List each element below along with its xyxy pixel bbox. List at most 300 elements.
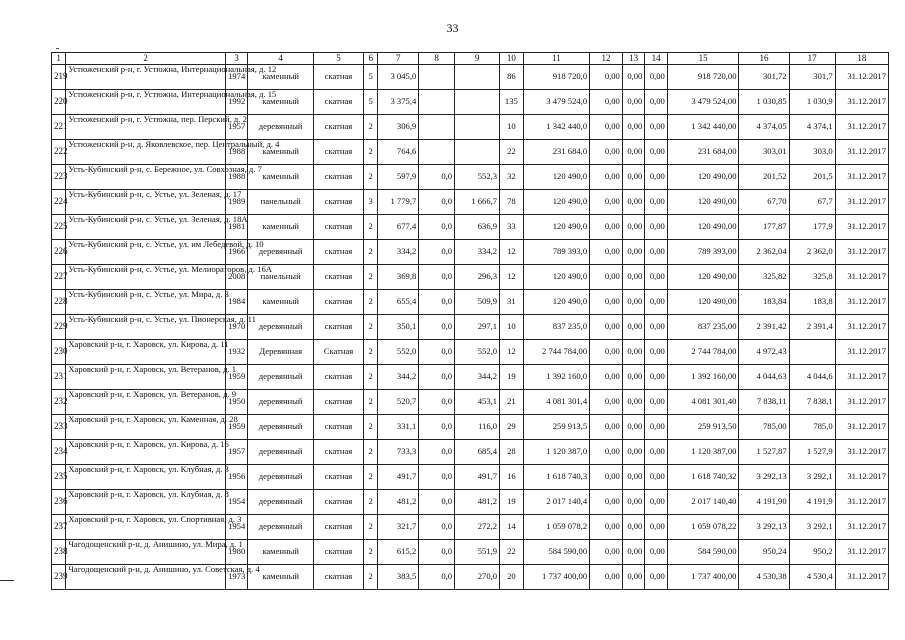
cell-col-13: 0,00 bbox=[622, 415, 645, 440]
cell-cost: 1 059 078,2 bbox=[523, 515, 590, 540]
cell-row-number: 228 bbox=[52, 290, 66, 315]
cell-cost-per-m2: 183,84 bbox=[739, 290, 789, 315]
cell-deadline: 31.12.2017 bbox=[835, 290, 888, 315]
cell-wall-material: деревянный bbox=[248, 515, 313, 540]
cell-cost-per-m2-rounded: 303,0 bbox=[789, 140, 835, 165]
cell-area-9: 344,2 bbox=[455, 365, 500, 390]
cell-total-cost: 1 120 387,00 bbox=[667, 440, 739, 465]
cell-wall-material: каменный bbox=[248, 140, 313, 165]
cell-col-13: 0,00 bbox=[622, 215, 645, 240]
cell-col-12: 0,00 bbox=[590, 340, 623, 365]
cell-area-8: 0,0 bbox=[419, 515, 455, 540]
cell-wall-material: деревянный bbox=[248, 415, 313, 440]
cell-deadline: 31.12.2017 bbox=[835, 565, 888, 590]
cell-residents: 12 bbox=[500, 340, 524, 365]
cell-cost-per-m2: 4 191,90 bbox=[739, 490, 789, 515]
table-row bbox=[52, 490, 889, 515]
cell-residents: 20 bbox=[500, 565, 524, 590]
cell-total-area: 764,6 bbox=[378, 140, 419, 165]
cell-total-area: 552,0 bbox=[378, 340, 419, 365]
cell-cost: 120 490,0 bbox=[523, 215, 590, 240]
cell-deadline: 31.12.2017 bbox=[835, 240, 888, 265]
cell-col-13: 0,00 bbox=[622, 515, 645, 540]
cell-cost: 1 120 387,0 bbox=[523, 440, 590, 465]
cell-residents: 19 bbox=[500, 365, 524, 390]
cell-roof-type: скатная bbox=[313, 440, 363, 465]
table-row bbox=[52, 265, 889, 290]
cell-roof-type: скатная bbox=[313, 265, 363, 290]
cell-col-13: 0,00 bbox=[622, 565, 645, 590]
cell-total-cost: 918 720,00 bbox=[667, 65, 739, 90]
cell-total-area: 369,8 bbox=[378, 265, 419, 290]
cell-cost: 120 490,0 bbox=[523, 290, 590, 315]
cell-total-cost: 2 017 140,40 bbox=[667, 490, 739, 515]
cell-cost-per-m2-rounded: 301,7 bbox=[789, 65, 835, 90]
cell-wall-material: деревянный bbox=[248, 315, 313, 340]
cell-col-14: 0,00 bbox=[645, 565, 668, 590]
cell-year: 1950 bbox=[225, 390, 248, 415]
cell-address: Усть-Кубинский р-н, с. Устье, ул. Зеленая, д. 18А bbox=[66, 215, 226, 240]
cell-col-13: 0,00 bbox=[622, 140, 645, 165]
table-row bbox=[52, 190, 889, 215]
cell-col-13: 0,00 bbox=[622, 115, 645, 140]
cell-col-12: 0,00 bbox=[590, 265, 623, 290]
table-row bbox=[52, 415, 889, 440]
cell-address: Харовский р-н, г. Харовск, ул. Ветеранов, д. 9 bbox=[66, 390, 226, 415]
column-header-9: 9 bbox=[455, 53, 500, 65]
cell-deadline: 31.12.2017 bbox=[835, 465, 888, 490]
cell-residents: 22 bbox=[500, 140, 524, 165]
cell-col-12: 0,00 bbox=[590, 365, 623, 390]
cell-address: Харовский р-н, г. Харовск, ул. Спортивная, д. 3 bbox=[66, 515, 226, 540]
cell-area-9: 509,9 bbox=[455, 290, 500, 315]
cell-year: 1988 bbox=[225, 165, 248, 190]
cell-area-8: 0,0 bbox=[419, 215, 455, 240]
cell-area-9: 481,2 bbox=[455, 490, 500, 515]
table-row bbox=[52, 340, 889, 365]
cell-roof-type: скатная bbox=[313, 215, 363, 240]
table-row bbox=[52, 65, 889, 90]
cell-area-9: 552,3 bbox=[455, 165, 500, 190]
cell-cost-per-m2-rounded: 4 044,6 bbox=[789, 365, 835, 390]
table-row bbox=[52, 390, 889, 415]
cell-floors: 2 bbox=[364, 115, 378, 140]
cell-area-9: 116,0 bbox=[455, 415, 500, 440]
cell-area-8: 0,0 bbox=[419, 440, 455, 465]
cell-total-area: 3 375,4 bbox=[378, 90, 419, 115]
cell-residents: 33 bbox=[500, 215, 524, 240]
table-row bbox=[52, 315, 889, 340]
cell-floors: 2 bbox=[364, 140, 378, 165]
cell-wall-material: деревянный bbox=[248, 465, 313, 490]
cell-col-13: 0,00 bbox=[622, 490, 645, 515]
cell-cost-per-m2-rounded: 2 362,0 bbox=[789, 240, 835, 265]
cell-wall-material: деревянный bbox=[248, 390, 313, 415]
cell-year: 1957 bbox=[225, 440, 248, 465]
cell-year: 1959 bbox=[225, 365, 248, 390]
cell-total-area: 677,4 bbox=[378, 215, 419, 240]
cell-year: 1984 bbox=[225, 290, 248, 315]
cell-total-area: 383,5 bbox=[378, 565, 419, 590]
cell-roof-type: скатная bbox=[313, 565, 363, 590]
cell-roof-type: скатная bbox=[313, 490, 363, 515]
cell-total-cost: 1 059 078,22 bbox=[667, 515, 739, 540]
column-header-17: 17 bbox=[789, 53, 835, 65]
cell-total-area: 350,1 bbox=[378, 315, 419, 340]
cell-roof-type: скатная bbox=[313, 165, 363, 190]
cell-cost-per-m2: 325,82 bbox=[739, 265, 789, 290]
cell-col-13: 0,00 bbox=[622, 265, 645, 290]
cell-col-14: 0,00 bbox=[645, 290, 668, 315]
cell-address: Усть-Кубинский р-н, с. Бережное, ул. Совхозная, д. 7 bbox=[66, 165, 226, 190]
cell-row-number: 238 bbox=[52, 540, 66, 565]
cell-col-12: 0,00 bbox=[590, 415, 623, 440]
cell-cost: 1 618 740,3 bbox=[523, 465, 590, 490]
cell-floors: 2 bbox=[364, 490, 378, 515]
cell-deadline: 31.12.2017 bbox=[835, 215, 888, 240]
cell-area-8: 0,0 bbox=[419, 540, 455, 565]
cell-cost-per-m2-rounded: 785,0 bbox=[789, 415, 835, 440]
cell-cost-per-m2: 950,24 bbox=[739, 540, 789, 565]
cell-area-8 bbox=[419, 65, 455, 90]
cell-residents: 28 bbox=[500, 440, 524, 465]
cell-address: Усть-Кубинский р-н, с. Устье, ул. им Лебедевой, д. 10 bbox=[66, 240, 226, 265]
cell-col-12: 0,00 bbox=[590, 465, 623, 490]
cell-year: 1959 bbox=[225, 415, 248, 440]
cell-residents: 14 bbox=[500, 515, 524, 540]
cell-cost-per-m2-rounded: 4 530,4 bbox=[789, 565, 835, 590]
cell-wall-material: каменный bbox=[248, 165, 313, 190]
cell-address: Чагодощенский р-н, д. Анишино, ул. Советская, д. 4 bbox=[66, 565, 226, 590]
cell-wall-material: панельный bbox=[248, 265, 313, 290]
page-number: 33 bbox=[446, 21, 459, 35]
cell-cost: 837 235,0 bbox=[523, 315, 590, 340]
cell-cost: 231 684,0 bbox=[523, 140, 590, 165]
cell-cost: 120 490,0 bbox=[523, 265, 590, 290]
column-header-14: 14 bbox=[645, 53, 668, 65]
cell-floors: 2 bbox=[364, 415, 378, 440]
table-row bbox=[52, 565, 889, 590]
cell-floors: 2 bbox=[364, 290, 378, 315]
cell-col-14: 0,00 bbox=[645, 540, 668, 565]
column-header-3: 3 bbox=[225, 53, 248, 65]
cell-col-13: 0,00 bbox=[622, 240, 645, 265]
cell-year: 1981 bbox=[225, 215, 248, 240]
cell-cost-per-m2: 4 972,43 bbox=[739, 340, 789, 365]
cell-deadline: 31.12.2017 bbox=[835, 315, 888, 340]
cell-year: 1973 bbox=[225, 565, 248, 590]
cell-floors: 2 bbox=[364, 565, 378, 590]
cell-cost-per-m2-rounded: 3 292,1 bbox=[789, 515, 835, 540]
cell-col-13: 0,00 bbox=[622, 440, 645, 465]
cell-residents: 32 bbox=[500, 165, 524, 190]
cell-year: 1980 bbox=[225, 540, 248, 565]
column-header-1: 1 bbox=[52, 53, 66, 65]
cell-cost-per-m2: 3 292,13 bbox=[739, 465, 789, 490]
cell-row-number: 222 bbox=[52, 140, 66, 165]
cell-floors: 5 bbox=[364, 65, 378, 90]
cell-area-8: 0,0 bbox=[419, 340, 455, 365]
cell-row-number: 239 bbox=[52, 565, 66, 590]
cell-roof-type: скатная bbox=[313, 90, 363, 115]
cell-area-9: 636,9 bbox=[455, 215, 500, 240]
cell-area-8: 0,0 bbox=[419, 290, 455, 315]
cell-residents: 10 bbox=[500, 315, 524, 340]
cell-address: Устюженский р-н, г. Устюжна, Интернациональная, д. 12 bbox=[66, 65, 226, 90]
cell-col-14: 0,00 bbox=[645, 390, 668, 415]
cell-roof-type: скатная bbox=[313, 115, 363, 140]
cell-floors: 2 bbox=[364, 515, 378, 540]
column-header-10: 10 bbox=[500, 53, 524, 65]
cell-roof-type: скатная bbox=[313, 415, 363, 440]
cell-year: 1954 bbox=[225, 515, 248, 540]
cell-address: Усть-Кубинский р-н, с. Устье, ул. Мира, д. 3 bbox=[66, 290, 226, 315]
cell-total-area: 306,9 bbox=[378, 115, 419, 140]
cell-roof-type: скатная bbox=[313, 515, 363, 540]
cell-year: 1966 bbox=[225, 240, 248, 265]
cell-col-13: 0,00 bbox=[622, 540, 645, 565]
cell-wall-material: каменный bbox=[248, 65, 313, 90]
cell-total-cost: 1 392 160,00 bbox=[667, 365, 739, 390]
column-header-11: 11 bbox=[523, 53, 590, 65]
cell-area-9: 334,2 bbox=[455, 240, 500, 265]
cell-total-cost: 120 490,00 bbox=[667, 265, 739, 290]
cell-cost-per-m2: 785,00 bbox=[739, 415, 789, 440]
cell-col-12: 0,00 bbox=[590, 565, 623, 590]
cell-col-14: 0,00 bbox=[645, 265, 668, 290]
cell-cost: 1 392 160,0 bbox=[523, 365, 590, 390]
cell-total-area: 331,1 bbox=[378, 415, 419, 440]
cell-cost-per-m2-rounded: 950,2 bbox=[789, 540, 835, 565]
cell-area-8: 0,0 bbox=[419, 315, 455, 340]
cell-row-number: 231 bbox=[52, 365, 66, 390]
column-header-8: 8 bbox=[419, 53, 455, 65]
cell-address: Харовский р-н, г. Харовск, ул. Клубная, д. 3 bbox=[66, 465, 226, 490]
cell-col-12: 0,00 bbox=[590, 315, 623, 340]
cell-cost-per-m2: 2 391,42 bbox=[739, 315, 789, 340]
cell-total-cost: 120 490,00 bbox=[667, 215, 739, 240]
cell-wall-material: деревянный bbox=[248, 440, 313, 465]
table-row bbox=[52, 290, 889, 315]
cell-roof-type: скатная bbox=[313, 540, 363, 565]
cell-address: Харовский р-н, г. Харовск, ул. Каменная, д. 28 bbox=[66, 415, 226, 440]
cell-col-14: 0,00 bbox=[645, 140, 668, 165]
cell-cost-per-m2: 2 362,04 bbox=[739, 240, 789, 265]
cell-year: 1989 bbox=[225, 190, 248, 215]
cell-total-cost: 4 081 301,40 bbox=[667, 390, 739, 415]
cell-cost: 918 720,0 bbox=[523, 65, 590, 90]
cell-area-9: 272,2 bbox=[455, 515, 500, 540]
table-row bbox=[52, 540, 889, 565]
cell-area-8 bbox=[419, 115, 455, 140]
cell-row-number: 225 bbox=[52, 215, 66, 240]
cell-row-number: 230 bbox=[52, 340, 66, 365]
table-row bbox=[52, 365, 889, 390]
cell-total-area: 615,2 bbox=[378, 540, 419, 565]
cell-total-cost: 1 737 400,00 bbox=[667, 565, 739, 590]
cell-row-number: 223 bbox=[52, 165, 66, 190]
cell-area-8: 0,0 bbox=[419, 415, 455, 440]
cell-cost-per-m2: 177,87 bbox=[739, 215, 789, 240]
cell-roof-type: скатная bbox=[313, 65, 363, 90]
cell-deadline: 31.12.2017 bbox=[835, 190, 888, 215]
cell-deadline: 31.12.2017 bbox=[835, 65, 888, 90]
cell-cost-per-m2-rounded: 1 030,9 bbox=[789, 90, 835, 115]
column-header-12: 12 bbox=[590, 53, 623, 65]
cell-floors: 2 bbox=[364, 240, 378, 265]
cell-col-12: 0,00 bbox=[590, 165, 623, 190]
cell-floors: 2 bbox=[364, 340, 378, 365]
table-row bbox=[52, 140, 889, 165]
column-header-7: 7 bbox=[378, 53, 419, 65]
cell-cost-per-m2: 4 374,05 bbox=[739, 115, 789, 140]
cell-cost: 1 737 400,00 bbox=[523, 565, 590, 590]
cell-row-number: 232 bbox=[52, 390, 66, 415]
cell-deadline: 31.12.2017 bbox=[835, 415, 888, 440]
cell-address: Харовский р-н, г. Харовск, ул. Кирова, д. 11 bbox=[66, 340, 226, 365]
cell-residents: 29 bbox=[500, 415, 524, 440]
table-row bbox=[52, 465, 889, 490]
cell-row-number: 234 bbox=[52, 440, 66, 465]
cell-col-12: 0,00 bbox=[590, 540, 623, 565]
margin-tick bbox=[56, 48, 59, 49]
column-header-4: 4 bbox=[248, 53, 313, 65]
cell-col-14: 0,00 bbox=[645, 90, 668, 115]
cell-cost-per-m2: 7 838,11 bbox=[739, 390, 789, 415]
cell-roof-type: скатная bbox=[313, 190, 363, 215]
cell-residents: 31 bbox=[500, 290, 524, 315]
cell-deadline: 31.12.2017 bbox=[835, 515, 888, 540]
cell-col-13: 0,00 bbox=[622, 190, 645, 215]
header-row bbox=[52, 53, 889, 65]
column-header-6: 6 bbox=[364, 53, 378, 65]
cell-total-area: 1 779,7 bbox=[378, 190, 419, 215]
column-header-16: 16 bbox=[739, 53, 789, 65]
cell-address: Харовский р-н, г. Харовск, ул. Кирова, д. 16 bbox=[66, 440, 226, 465]
cell-cost-per-m2-rounded: 3 292,1 bbox=[789, 465, 835, 490]
cell-col-14: 0,00 bbox=[645, 240, 668, 265]
cell-cost-per-m2-rounded: 4 374,1 bbox=[789, 115, 835, 140]
cell-total-cost: 3 479 524,00 bbox=[667, 90, 739, 115]
cell-address: Устюженский р-н, д. Яковлевское, пер. Центральный, д. 4 bbox=[66, 140, 226, 165]
cell-area-8: 0,0 bbox=[419, 265, 455, 290]
cell-col-12: 0,00 bbox=[590, 215, 623, 240]
cell-total-area: 3 045,0 bbox=[378, 65, 419, 90]
cell-row-number: 226 bbox=[52, 240, 66, 265]
cell-total-cost: 231 684,00 bbox=[667, 140, 739, 165]
cell-col-12: 0,00 bbox=[590, 515, 623, 540]
cell-area-8: 0,0 bbox=[419, 565, 455, 590]
cell-total-area: 481,2 bbox=[378, 490, 419, 515]
cell-total-cost: 259 913,50 bbox=[667, 415, 739, 440]
cell-wall-material: панельный bbox=[248, 190, 313, 215]
table-row bbox=[52, 90, 889, 115]
cell-total-area: 597,9 bbox=[378, 165, 419, 190]
cell-roof-type: скатная bbox=[313, 315, 363, 340]
cell-row-number: 235 bbox=[52, 465, 66, 490]
cell-deadline: 31.12.2017 bbox=[835, 265, 888, 290]
cell-area-9: 491,7 bbox=[455, 465, 500, 490]
cell-row-number: 236 bbox=[52, 490, 66, 515]
cell-col-13: 0,00 bbox=[622, 340, 645, 365]
cell-address: Устюженский р-н, г. Устюжна, Интернациональная, д. 15 bbox=[66, 90, 226, 115]
cell-deadline: 31.12.2017 bbox=[835, 340, 888, 365]
cell-total-cost: 789 393,00 bbox=[667, 240, 739, 265]
cell-col-14: 0,00 bbox=[645, 340, 668, 365]
cell-cost-per-m2-rounded: 1 527,9 bbox=[789, 440, 835, 465]
cell-col-14: 0,00 bbox=[645, 490, 668, 515]
cell-total-area: 520,7 bbox=[378, 390, 419, 415]
cell-col-14: 0,00 bbox=[645, 465, 668, 490]
cell-total-area: 334,2 bbox=[378, 240, 419, 265]
cell-residents: 16 bbox=[500, 465, 524, 490]
cell-address: Усть-Кубинский р-н, с. Устье, ул. Пионерская, д. 11 bbox=[66, 315, 226, 340]
cell-wall-material: Деревянная bbox=[248, 340, 313, 365]
cell-area-8 bbox=[419, 90, 455, 115]
margin-line bbox=[0, 580, 14, 581]
cell-address: Усть-Кубинский р-н, с. Устье, ул. Зеленая, д. 17 bbox=[66, 190, 226, 215]
cell-cost-per-m2-rounded: 67,7 bbox=[789, 190, 835, 215]
cell-col-13: 0,00 bbox=[622, 90, 645, 115]
cell-area-9 bbox=[455, 140, 500, 165]
cell-cost-per-m2: 3 292,13 bbox=[739, 515, 789, 540]
cell-area-9: 552,0 bbox=[455, 340, 500, 365]
cell-total-cost: 2 744 784,00 bbox=[667, 340, 739, 365]
cell-floors: 3 bbox=[364, 190, 378, 215]
cell-cost-per-m2-rounded: 201,5 bbox=[789, 165, 835, 190]
cell-col-14: 0,00 bbox=[645, 215, 668, 240]
cell-address: Харовский р-н, г. Харовск, ул. Клубная, д. 8 bbox=[66, 490, 226, 515]
cell-cost: 789 393,0 bbox=[523, 240, 590, 265]
cell-area-9: 296,3 bbox=[455, 265, 500, 290]
cell-floors: 2 bbox=[364, 265, 378, 290]
cell-residents: 78 bbox=[500, 190, 524, 215]
column-header-15: 15 bbox=[667, 53, 739, 65]
cell-floors: 5 bbox=[364, 90, 378, 115]
cell-wall-material: деревянный bbox=[248, 490, 313, 515]
cell-col-14: 0,00 bbox=[645, 515, 668, 540]
cell-col-14: 0,00 bbox=[645, 440, 668, 465]
cell-total-cost: 584 590,00 bbox=[667, 540, 739, 565]
column-header-5: 5 bbox=[313, 53, 363, 65]
cell-cost-per-m2-rounded: 7 838,1 bbox=[789, 390, 835, 415]
cell-year: 1988 bbox=[225, 140, 248, 165]
cell-total-area: 491,7 bbox=[378, 465, 419, 490]
cell-cost-per-m2-rounded: 325,8 bbox=[789, 265, 835, 290]
cell-deadline: 31.12.2017 bbox=[835, 440, 888, 465]
cell-area-9 bbox=[455, 115, 500, 140]
cell-cost: 1 342 440,0 bbox=[523, 115, 590, 140]
cell-deadline: 31.12.2017 bbox=[835, 140, 888, 165]
cell-cost-per-m2: 1 030,85 bbox=[739, 90, 789, 115]
cell-col-13: 0,00 bbox=[622, 390, 645, 415]
cell-col-13: 0,00 bbox=[622, 315, 645, 340]
cell-cost-per-m2: 201,52 bbox=[739, 165, 789, 190]
cell-row-number: 233 bbox=[52, 415, 66, 440]
cell-area-8: 0,0 bbox=[419, 390, 455, 415]
cell-col-12: 0,00 bbox=[590, 240, 623, 265]
cell-roof-type: скатная bbox=[313, 140, 363, 165]
cell-total-cost: 120 490,00 bbox=[667, 290, 739, 315]
cell-wall-material: каменный bbox=[248, 540, 313, 565]
cell-year: 2008 bbox=[225, 265, 248, 290]
cell-deadline: 31.12.2017 bbox=[835, 490, 888, 515]
cell-col-13: 0,00 bbox=[622, 290, 645, 315]
cell-address: Чагодощенский р-н, д. Анишино, ул. Мира, д. 1 bbox=[66, 540, 226, 565]
cell-cost: 584 590,00 bbox=[523, 540, 590, 565]
cell-floors: 2 bbox=[364, 315, 378, 340]
cell-cost: 120 490,0 bbox=[523, 165, 590, 190]
